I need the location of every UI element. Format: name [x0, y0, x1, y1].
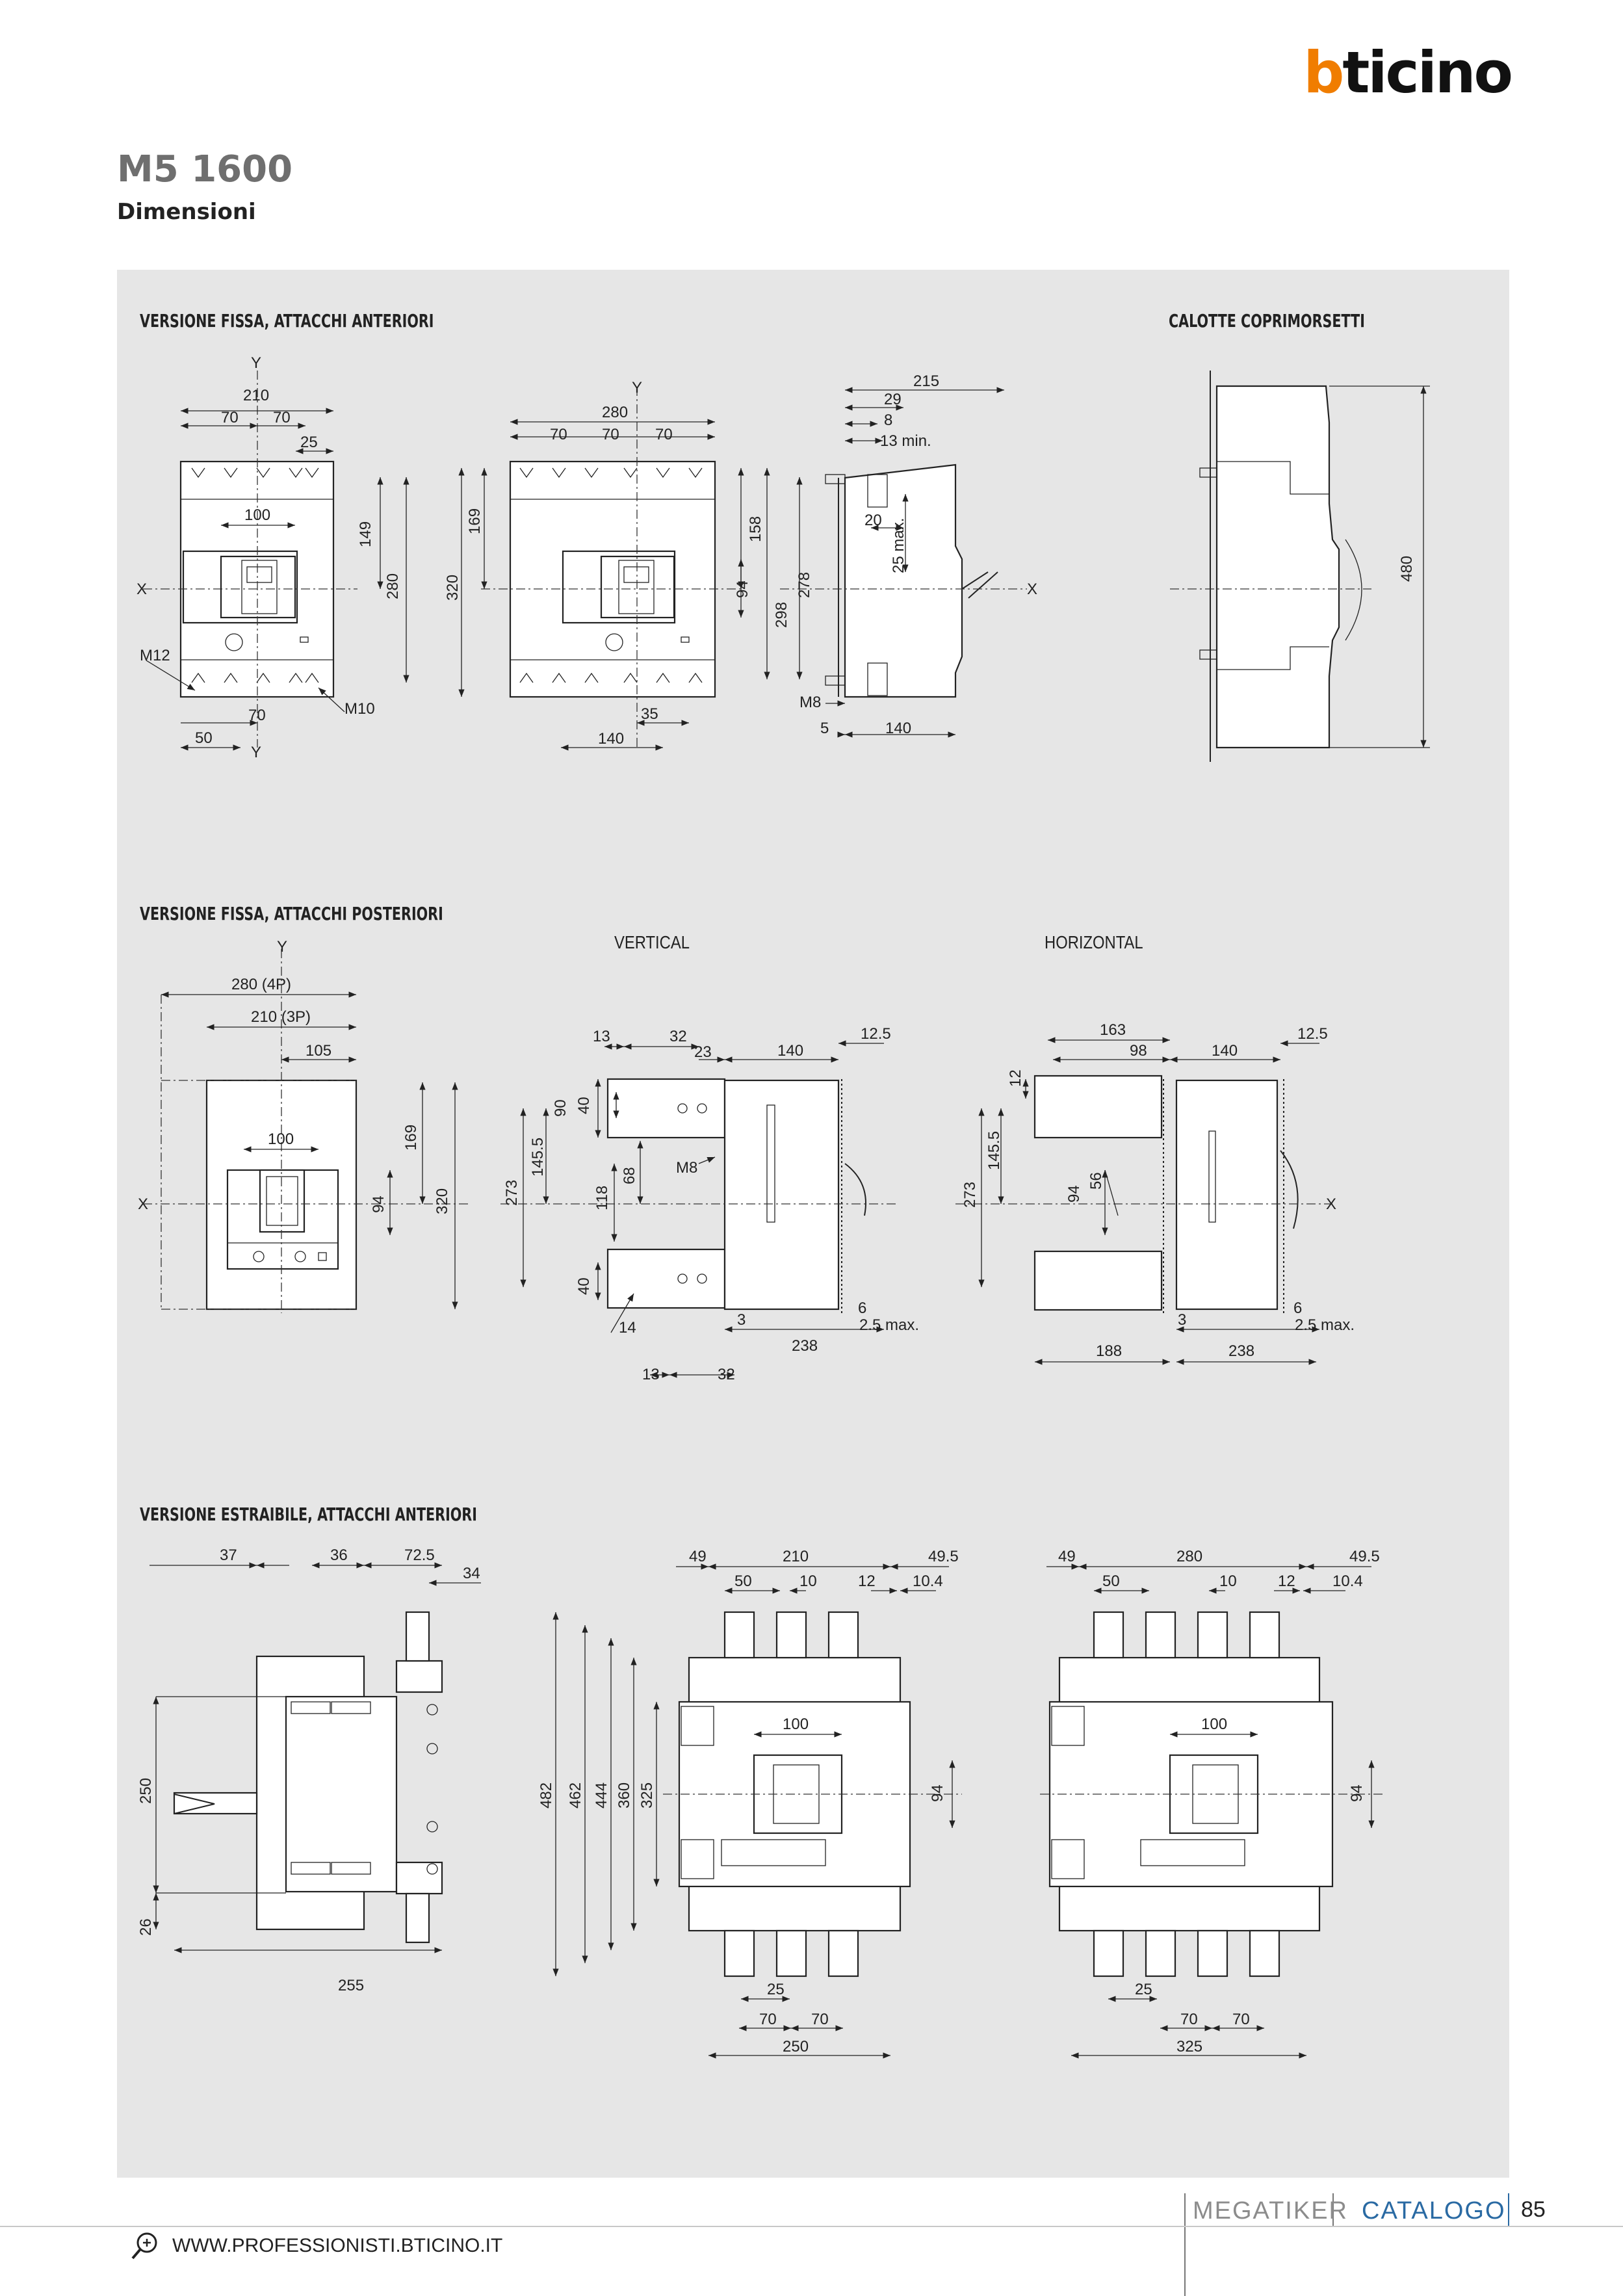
dim-j-94: 94 — [1348, 1784, 1366, 1802]
footer-catalog-link[interactable]: CATALOGO — [1362, 2197, 1506, 2224]
dim-a-70b: 70 — [273, 409, 291, 426]
axis-x-g: X — [1326, 1195, 1337, 1213]
dim-a-m12: M12 — [140, 647, 170, 664]
dim-e-169: 169 — [402, 1124, 420, 1151]
dim-f-23: 23 — [694, 1043, 712, 1061]
dim-a-25: 25 — [300, 434, 318, 451]
page-number: 85 — [1521, 2197, 1546, 2222]
label-horizontal: HORIZONTAL — [1045, 932, 1143, 952]
axis-x-c: X — [1027, 581, 1038, 598]
dim-c-20: 20 — [864, 512, 882, 529]
dim-j-10: 10 — [1219, 1572, 1237, 1590]
drawing-rear-vertical — [500, 1025, 919, 1383]
bticino-logo: bticino — [1303, 39, 1511, 106]
dim-i-50: 50 — [734, 1572, 752, 1590]
drawing-drawout-front-4p — [1040, 1548, 1384, 2055]
dim-f-32b: 32 — [718, 1366, 735, 1383]
dim-f-6: 6 — [858, 1299, 867, 1317]
axis-y-b: Y — [632, 379, 643, 397]
dim-g-163: 163 — [1100, 1021, 1126, 1039]
dim-i-360: 360 — [616, 1782, 633, 1808]
dim-a-149: 149 — [357, 521, 374, 547]
dim-g-188: 188 — [1096, 1342, 1123, 1360]
page-title: M5 1600 — [117, 148, 293, 190]
dim-j-70a: 70 — [1180, 2011, 1198, 2028]
drawing-fixed-front-side — [780, 372, 1037, 737]
dim-f-140: 140 — [777, 1042, 804, 1060]
dim-j-12: 12 — [1278, 1572, 1295, 1590]
dim-b-70a: 70 — [550, 426, 567, 443]
dim-h-34: 34 — [463, 1565, 480, 1582]
dim-c-29: 29 — [884, 391, 902, 408]
dim-j-25: 25 — [1135, 1981, 1152, 1998]
dim-j-100: 100 — [1201, 1715, 1228, 1733]
drawing-fixed-front-3p — [136, 354, 406, 761]
dim-h-725: 72.5 — [404, 1546, 435, 1564]
drawing-drawout-front-3p — [538, 1548, 962, 2055]
dim-g-12: 12 — [1007, 1069, 1024, 1087]
dim-g-1455: 145.5 — [985, 1130, 1003, 1170]
dim-i-495: 49.5 — [928, 1548, 959, 1565]
dim-b-169: 169 — [466, 508, 484, 534]
axis-x-e: X — [138, 1195, 149, 1213]
footer-divider-right — [1508, 2193, 1509, 2226]
dim-i-325: 325 — [638, 1782, 656, 1808]
dim-i-444: 444 — [593, 1782, 610, 1808]
website-link[interactable]: WWW.PROFESSIONISTI.BTICINO.IT — [172, 2235, 503, 2256]
drawing-terminal-covers — [1170, 371, 1430, 762]
dim-f-68: 68 — [621, 1167, 638, 1184]
dim-i-100: 100 — [783, 1715, 809, 1733]
dim-f-238: 238 — [792, 1337, 818, 1355]
magnifier-icon — [130, 2231, 160, 2261]
drawing-rear-horizontal — [955, 1021, 1355, 1362]
axis-x-a: X — [136, 581, 148, 598]
dim-c-215: 215 — [913, 372, 940, 390]
dim-f-m8: M8 — [676, 1159, 698, 1177]
dim-f-13b: 13 — [642, 1366, 660, 1383]
axis-y-a: Y — [251, 354, 262, 372]
dim-h-250: 250 — [137, 1777, 155, 1804]
dim-a-50: 50 — [195, 729, 213, 747]
dim-d-480: 480 — [1398, 555, 1416, 582]
dim-b-70c: 70 — [655, 426, 673, 443]
dim-e-94: 94 — [370, 1195, 387, 1213]
label-vertical: VERTICAL — [614, 932, 690, 952]
dim-c-5: 5 — [820, 720, 829, 737]
dim-h-36: 36 — [330, 1546, 348, 1564]
dim-i-462: 462 — [567, 1782, 584, 1808]
dim-a-100: 100 — [244, 506, 271, 524]
dim-f-273: 273 — [503, 1179, 521, 1206]
dim-i-250: 250 — [783, 2038, 809, 2055]
dim-f-125: 12.5 — [861, 1025, 891, 1043]
dim-c-m8: M8 — [799, 694, 822, 711]
dim-h-26: 26 — [137, 1918, 155, 1936]
dim-j-104: 10.4 — [1332, 1572, 1363, 1590]
dim-f-118: 118 — [593, 1185, 611, 1210]
dim-i-104: 10.4 — [913, 1572, 943, 1590]
dim-f-13: 13 — [593, 1028, 610, 1045]
section-covers: CALOTTE COPRIMORSETTI — [1169, 310, 1365, 332]
dim-i-70a: 70 — [759, 2011, 777, 2028]
dim-b-298: 298 — [773, 601, 790, 628]
section-drawout-front: VERSIONE ESTRAIBILE, ATTACCHI ANTERIORI — [140, 1504, 477, 1525]
dim-i-70b: 70 — [811, 2011, 829, 2028]
dim-g-238: 238 — [1228, 1342, 1255, 1360]
dim-h-255: 255 — [338, 1977, 365, 1994]
dim-f-32: 32 — [669, 1028, 687, 1045]
dim-b-70b: 70 — [602, 426, 619, 443]
footer-rule — [0, 2226, 1623, 2227]
dim-j-50: 50 — [1102, 1572, 1120, 1590]
dim-c-140: 140 — [885, 720, 912, 737]
dim-j-49: 49 — [1058, 1548, 1076, 1565]
drawing-drawout-side — [137, 1546, 481, 1994]
dim-g-25max: 2.5 max. — [1295, 1316, 1355, 1334]
dim-c-8: 8 — [884, 411, 893, 429]
page-subtitle: Dimensioni — [117, 199, 256, 225]
dim-b-158: 158 — [747, 515, 764, 542]
drawing-fixed-front-4p — [444, 379, 790, 748]
dim-j-280: 280 — [1176, 1548, 1203, 1565]
dim-g-125: 12.5 — [1297, 1025, 1328, 1043]
dim-f-3: 3 — [737, 1311, 746, 1329]
dim-g-140: 140 — [1212, 1042, 1238, 1060]
dim-a-m10: M10 — [344, 700, 375, 718]
dim-g-3: 3 — [1178, 1311, 1187, 1329]
drawing-fixed-rear-front — [138, 938, 468, 1313]
dim-f-90: 90 — [552, 1099, 569, 1117]
dim-a-70a: 70 — [221, 409, 239, 426]
dim-i-25: 25 — [767, 1981, 785, 1998]
dim-i-49: 49 — [689, 1548, 707, 1565]
dim-e-320: 320 — [434, 1188, 451, 1214]
dim-j-70b: 70 — [1232, 2011, 1250, 2028]
dim-a-280: 280 — [384, 573, 402, 599]
dim-c-25max: 25 max. — [890, 517, 907, 573]
dim-f-1455: 145.5 — [529, 1137, 547, 1177]
dim-c-278: 278 — [796, 571, 813, 598]
dim-f-40: 40 — [575, 1097, 593, 1114]
dim-g-273: 273 — [961, 1181, 979, 1208]
dim-h-37: 37 — [220, 1546, 237, 1564]
dim-g-56: 56 — [1087, 1172, 1105, 1190]
dim-a-70-bottom: 70 — [248, 707, 266, 724]
dim-c-13: 13 min. — [880, 432, 931, 450]
dim-g-98: 98 — [1130, 1042, 1147, 1060]
dim-b-320: 320 — [444, 574, 461, 601]
dim-f-14: 14 — [619, 1319, 636, 1337]
dim-a-210: 210 — [243, 387, 270, 404]
axis-y-e: Y — [277, 938, 288, 956]
section-fixed-front: VERSIONE FISSA, ATTACCHI ANTERIORI — [140, 310, 434, 332]
dim-i-210: 210 — [783, 1548, 809, 1565]
dim-e-100: 100 — [268, 1130, 294, 1148]
dim-j-325: 325 — [1176, 2038, 1203, 2055]
dim-g-94: 94 — [1065, 1185, 1083, 1203]
dim-j-495: 49.5 — [1349, 1548, 1380, 1565]
dim-i-482: 482 — [538, 1782, 555, 1808]
dim-i-94: 94 — [929, 1784, 946, 1802]
footer-section-name: MEGATIKER — [1193, 2197, 1348, 2224]
dim-g-6: 6 — [1293, 1299, 1303, 1317]
dim-e-210: 210 (3P) — [251, 1008, 311, 1026]
dim-b-94: 94 — [734, 581, 751, 598]
dim-i-12: 12 — [858, 1572, 876, 1590]
dim-e-280: 280 (4P) — [231, 976, 292, 993]
footer-divider-left — [1184, 2193, 1186, 2296]
dim-e-105: 105 — [305, 1042, 332, 1060]
dim-b-140: 140 — [598, 730, 625, 748]
dim-f-25max: 2.5 max. — [859, 1316, 920, 1334]
dim-b-280: 280 — [602, 404, 629, 421]
dim-i-10: 10 — [799, 1572, 817, 1590]
section-fixed-rear: VERSIONE FISSA, ATTACCHI POSTERIORI — [140, 903, 443, 924]
dim-f-40b: 40 — [575, 1277, 593, 1295]
axis-y-a-bottom: Y — [251, 744, 262, 761]
dim-b-35: 35 — [641, 705, 658, 723]
